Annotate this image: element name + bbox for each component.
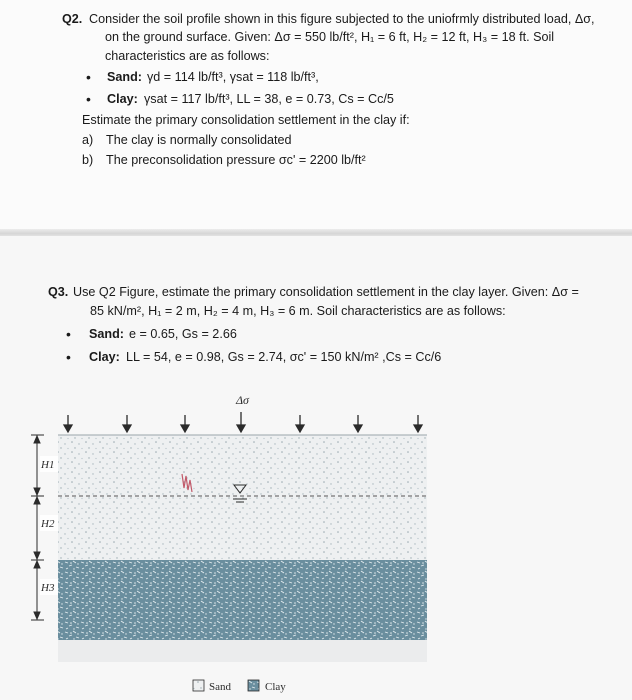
q3-sand-values: e = 0.65, Gs = 2.66	[129, 327, 237, 341]
bullet-icon: •	[66, 349, 71, 365]
q2-line-2: on the ground surface. Given: Δσ = 550 lb/ft², H₁ = 6 ft, H₂ = 12 ft, H₃ = 18 ft. Soil	[105, 30, 555, 44]
legend-clay-swatch	[248, 680, 259, 691]
q2-line-1: Consider the soil profile shown in this figure subjected to the uniofrmly distributed load, Δσ,	[89, 12, 595, 26]
q2-clay-label: Clay:	[107, 92, 138, 106]
bullet-icon: •	[86, 69, 91, 85]
h3-label: H3	[41, 582, 55, 594]
q3-label: Q3.	[48, 285, 69, 299]
q2-label: Q2.	[62, 12, 83, 26]
h2-label: H2	[41, 518, 55, 530]
bullet-icon: •	[86, 91, 91, 107]
q3-line-1: Use Q2 Figure, estimate the primary consolidation settlement in the clay layer. Given: Δσ =	[73, 285, 579, 299]
sand-layer-upper	[58, 435, 427, 530]
q2-sand-label: Sand:	[107, 70, 142, 84]
q3-clay-values: LL = 54, e = 0.98, Gs = 2.74, σc' = 150 kN/m² ,Cs = Cc/6	[126, 350, 442, 364]
q2-sand-values: γd = 114 lb/ft³, γsat = 118 lb/ft³,	[147, 70, 319, 84]
sand-layer-lower	[58, 530, 427, 560]
q3-sand-label: Sand:	[89, 327, 124, 341]
q2-estimate: Estimate the primary consolidation settlement in the clay if:	[82, 113, 410, 127]
load-label: Δσ	[236, 393, 249, 407]
rock-layer	[58, 640, 427, 662]
q2-b-label: b)	[82, 153, 94, 167]
bullet-icon: •	[66, 326, 71, 342]
q3-line-2: 85 kN/m², H₁ = 2 m, H₂ = 4 m, H₃ = 6 m. Soil characteristics are as follows:	[90, 304, 506, 318]
legend-clay-label: Clay	[265, 681, 286, 693]
h1-label: H1	[41, 459, 55, 471]
q2-b-text: The preconsolidation pressure σc' = 2200 lb/ft²	[106, 153, 366, 167]
legend-sand-label: Sand	[209, 681, 231, 693]
q2-a-text: The clay is normally consolidated	[106, 133, 292, 147]
clay-layer	[58, 560, 427, 640]
q3-clay-label: Clay:	[89, 350, 120, 364]
q2-a-label: a)	[82, 133, 94, 147]
q2-line-3: characteristics are as follows:	[105, 49, 270, 63]
legend-sand-swatch	[193, 680, 204, 691]
load-arrows	[64, 412, 422, 432]
q2-clay-values: γsat = 117 lb/ft³, LL = 38, e = 0.73, Cs = Cc/5	[144, 92, 394, 106]
